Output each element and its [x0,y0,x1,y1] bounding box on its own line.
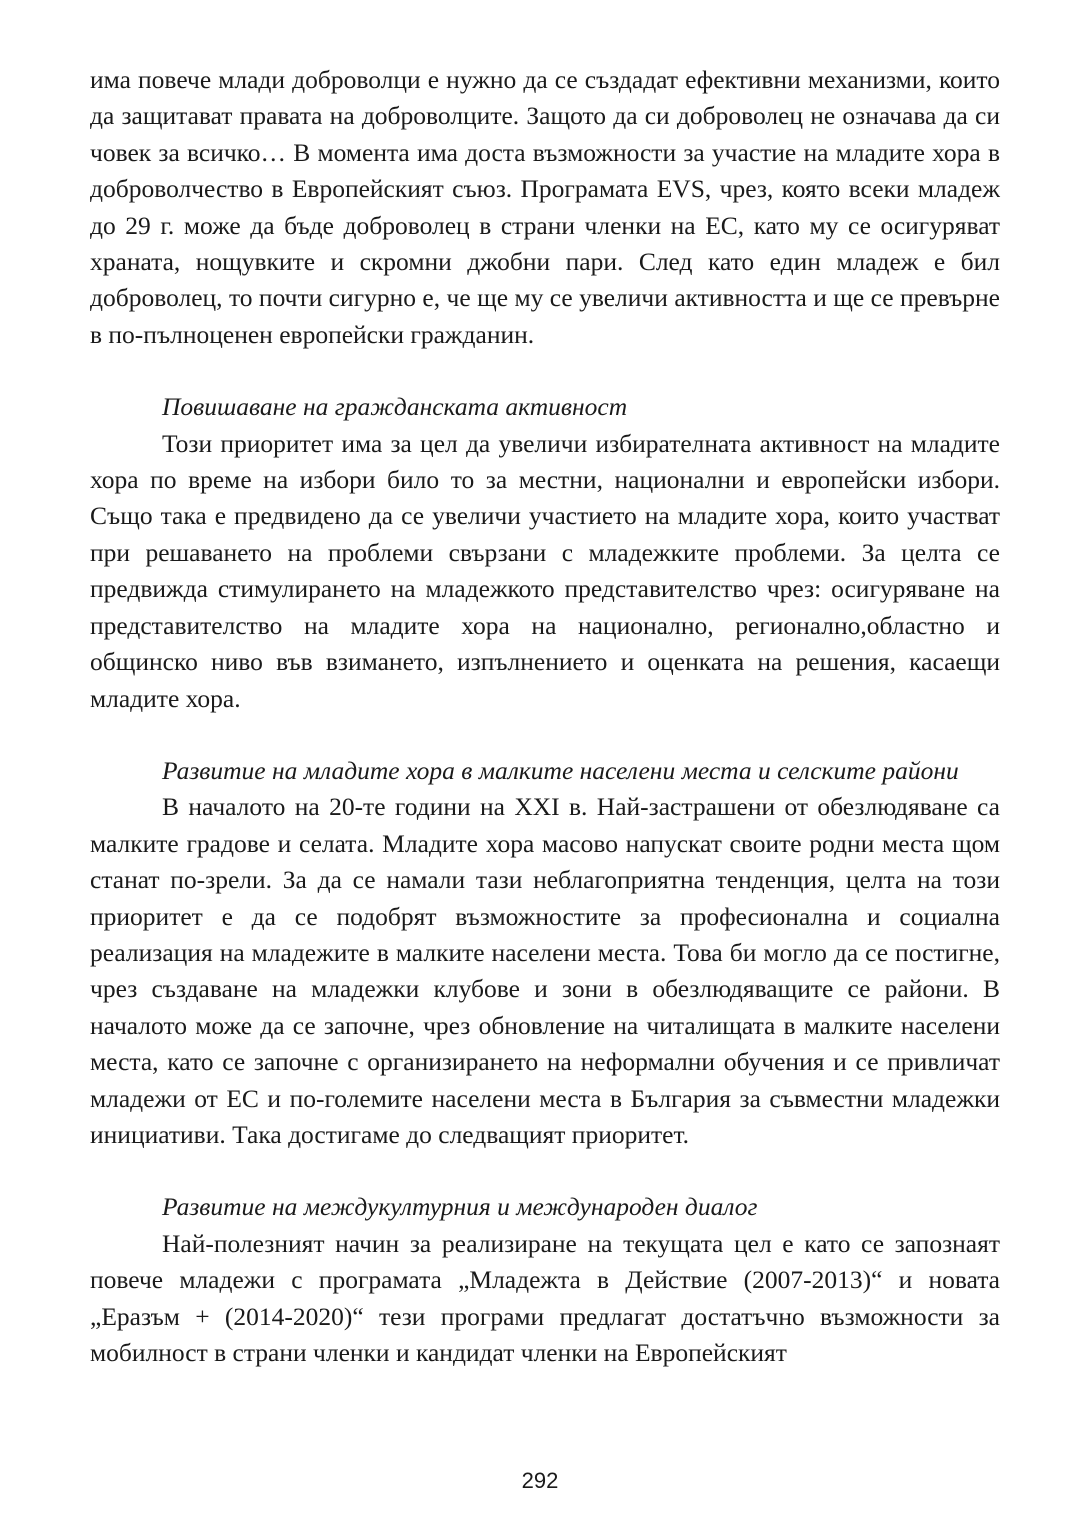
section-heading-intercultural-dialogue: Развитие на междукултурния и международен диалог [162,1192,758,1222]
page-number: 292 [521,1468,559,1493]
section-heading-rural-youth: Развитие на младите хора в малките населени места и селските райони [162,755,959,785]
intro-paragraph: има повече млади доброволци е нужно да се създадат ефективни механизми, които да защитават правата на доброволците. Защото да си доброволец не означава да си човек за всичко… В момента има доста възможности за участие на младите хора в доброволчество в Европейският съюз. Програмата EVS, чрез, която всеки младеж до 29 г. може да бъде доброволец в страни членки на ЕС, като му се осигуряват храната, нощувките и скромни джобни пари. След като един младеж е бил доброволец, то почти сигурно е, че ще му се увеличи активността и ще се превърне в по-пълноценен европейски гражданин. [90,65,1000,349]
section-heading-civic-activity: Повишаване на гражданската активност [162,392,628,422]
section-paragraph-rural-youth: В началото на 20-те години на XXI в. Най-застрашени от обезлюдяване са малките градове и селата. Младите хора масово напускат своите родни места щом станат по-зрели. За да се намали тази неблагоприятна тенденция, целта на този приоритет е да се подобрят възможностите за професионална и социална реализация на младежите в малките населени места. Това би могло да се постигне, чрез създаване на младежки клубове и зони в обезлюдяващите се райони. В началото може да се започне, чрез обновление на читалищата в малките населени места, като се започне с организирането на неформални обучения и се привличат младежи от ЕС и по-големите населени места в България за съвместни младежки инициативи. Така достигаме до следващият приоритет. [90,792,1000,1149]
section-paragraph-intercultural-dialogue: Най-полезният начин за реализиране на текущата цел е като се запознаят повече младежи с програмата „Младежта в Действие (2007-2013)“ и новата „Еразъм + (2014-2020)“ тези програми предлагат достатъчно възможности за мобилност в страни членки и кандидат членки на Европейският [90,1228,1000,1367]
body-text [90,62,1000,1371]
section-paragraph-civic-activity: Този приоритет има за цел да увеличи избирателната активност на младите хора по време на избори било то за местни, национални и европейски избори. Също така е предвидено да се увеличи участието на младите хора, които участват при решаването на проблеми свързани с младежките проблеми. За целта се предвижда стимулирането на младежкото представителство чрез: осигуряване на представителство на младите хора на национално, регионално,областно и общинско ниво във взимането, изпълнението и оценката на решения, касаещи младите хора. [90,428,1000,713]
